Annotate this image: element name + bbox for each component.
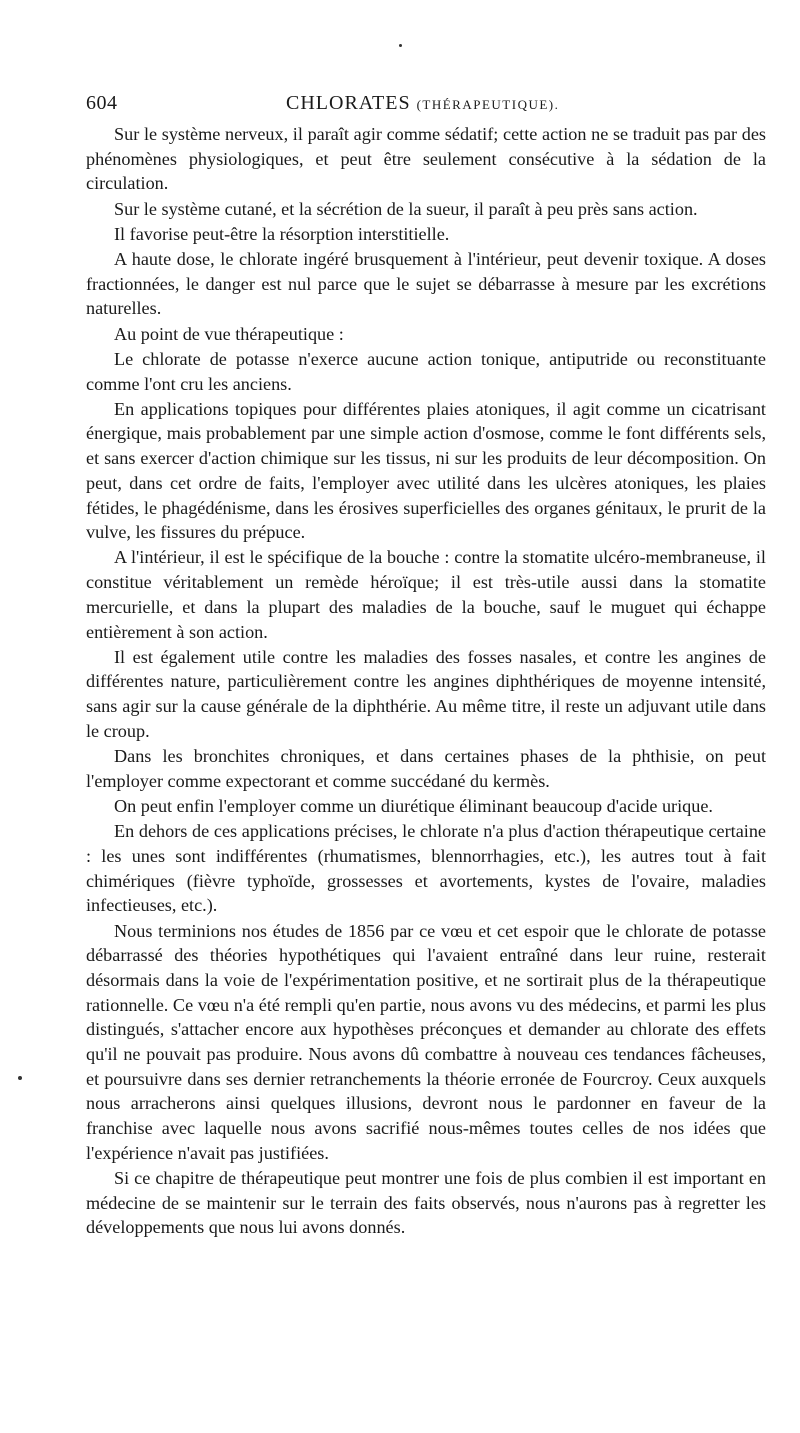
paragraph: En applications topiques pour différentes plaies atoniques, il agit comme un cicatrisant énergique, mais probablement par une simple action d'osmose, comme le font différents sels, et sans exercer d'action chimique sur les tissus, ni sur les produits de leur décomposition. On peut, dans cet ordre de faits, l'employer avec utilité dans les ulcères atoniques, les plaies fétides, le phagédénisme, dans les érosives superficielles des organes génitaux, le prurit de la vulve, les fissures du prépuce. — [86, 398, 766, 543]
paragraph: Si ce chapitre de thérapeutique peut montrer une fois de plus combien il est important en médecine de se maintenir sur le terrain des faits observés, nous n'aurons pas à regretter les développements que nous lui avons donnés. — [86, 1168, 766, 1238]
page — [86, 88, 766, 1241]
paragraph: En dehors de ces applications précises, le chlorate n'a plus d'action thérapeutique certaine : les unes sont indifférentes (rhumatismes, blennorrhagies, etc.), les autres tout à fait chimériques (fièvre typhoïde, grossesses et avortements, kystes de l'ovaire, maladies infectieuses, etc.). — [86, 821, 766, 916]
running-title-main: CHLORATES — [286, 92, 411, 114]
paragraph: Il est également utile contre les maladies des fosses nasales, et contre les angines de différentes nature, particulièrement contre les angines diphthériques de moyenne intensité, sans agir sur la cause générale de la diphthérie. Au même titre, il reste un adjuvant utile dans le croup. — [86, 646, 766, 741]
body-text — [86, 122, 766, 1240]
paragraph: Dans les bronchites chroniques, et dans certaines phases de la phthisie, on peut l'employer comme expectorant et comme succédané du kermès. — [86, 746, 766, 791]
paragraph: Au point de vue thérapeutique : — [114, 323, 344, 344]
running-title-sub: (THÉRAPEUTIQUE). — [416, 97, 560, 112]
paragraph: On peut enfin l'employer comme un diurétique éliminant beaucoup d'acide urique. — [114, 795, 713, 816]
paragraph: Nous terminions nos études de 1856 par ce vœu et cet espoir que le chlorate de potasse débarrassé des théories hypothétiques qui l'avaient entraîné dans leur ruine, resterait désormais dans la voie de l'expérimentation positive, et ne sortirait plus de la thérapeutique rationnelle. Ce vœu n'a été rempli qu'en partie, nous avons vu des médecins, et parmi les plus distingués, s'attacher encore aux hypothèses préconçues et demander au chlorate des effets qu'il ne pouvait pas produire. Nous avons dû combattre à nouveau ces tendances fâcheuses, et poursuivre dans ses dernier retranchements la théorie erronée de Fourcroy. Ceux auxquels nous arracherons ainsi quelques illusions, devront nous le pardonner en faveur de la franchise avec laquelle nous avons sacrifié nous-mêmes toutes celles de nos idées que l'expérience n'avait pas justifiées. — [86, 920, 766, 1163]
paragraph: A l'intérieur, il est le spécifique de la bouche : contre la stomatite ulcéro-membraneuse, il constitue véritablement un remède héroïque; il est très-utile aussi dans la stomatite mercurielle, et dans la plupart des maladies de la bouche, sauf le muguet qui échappe entièrement à son action. — [86, 547, 766, 642]
paragraph: A haute dose, le chlorate ingéré brusquement à l'intérieur, peut devenir toxique. A doses fractionnées, le danger est nul parce que le sujet se débarrasse à mesure par les excrétions naturelles. — [86, 249, 766, 319]
margin-speck — [18, 1076, 22, 1080]
paragraph: Le chlorate de potasse n'exerce aucune action tonique, antiputride ou reconstituante comme l'ont cru les anciens. — [86, 348, 766, 394]
print-speck — [399, 44, 402, 47]
paragraph: Sur le système nerveux, il paraît agir comme sédatif; cette action ne se traduit pas par des phénomènes physiologiques, et peut être seulement consécutive à la sédation de la circulation. — [86, 124, 766, 194]
paragraph: Il favorise peut-être la résorption interstitielle. — [114, 223, 450, 244]
running-title — [286, 92, 559, 115]
page-number: 604 — [86, 92, 118, 114]
paragraph: Sur le système cutané, et la sécrétion de la sueur, il paraît à peu près sans action. — [114, 198, 698, 219]
running-head — [86, 88, 766, 118]
